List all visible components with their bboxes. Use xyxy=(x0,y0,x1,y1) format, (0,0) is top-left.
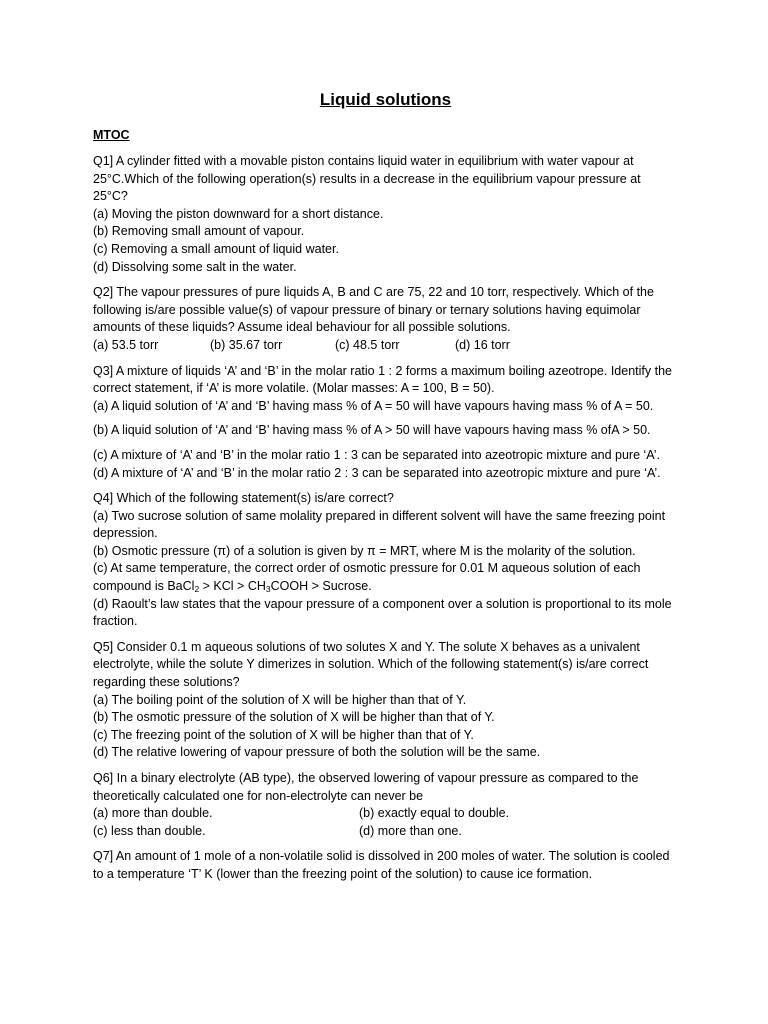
question-4-option-c-end: COOH > Sucrose. xyxy=(270,579,372,594)
subscript: 2 xyxy=(194,584,200,595)
question-5-text: Q5] Consider 0.1 m aqueous solutions of two solutes X and Y. The solute X behaves as a univalent electrolyte, while the solute Y dimerizes in solution. Which of the following statement(s) is/are correct regarding these solutions? xyxy=(93,639,649,690)
question-7-text: Q7] An amount of 1 mole of a non-volatile solid is dissolved in 200 moles of water. The solution is cooled to a temperature ‘T’ K (lower than the freezing point of the solution) to cause ice formation. xyxy=(93,849,670,881)
question-5 xyxy=(93,639,678,762)
question-2-option-a: (a) 53.5 torr xyxy=(93,337,159,352)
page-title: Liquid solutions xyxy=(319,90,452,109)
question-3 xyxy=(93,363,678,483)
question-4-text: Q4] Which of the following statement(s) is/are correct? xyxy=(93,491,394,506)
question-5-option-d: (d) The relative lowering of vapour pressure of both the solution will be the same. xyxy=(93,745,541,760)
question-6-options-row-1 xyxy=(93,805,678,823)
question-2-options xyxy=(93,337,678,355)
document-page xyxy=(93,88,678,892)
question-4-option-a: (a) Two sucrose solution of same molality prepared in different solvent will have the same freezing point depression. xyxy=(93,508,666,541)
question-4-option-d: (d) Raoult’s law states that the vapour pressure of a component over a solution is proportional to its mole fraction. xyxy=(93,596,672,629)
question-5-option-a: (a) The boiling point of the solution of X will be higher than that of Y. xyxy=(93,692,467,707)
question-6-option-c: (c) less than double. xyxy=(93,823,206,838)
subscript: 3 xyxy=(265,584,271,595)
question-3-text: Q3] A mixture of liquids ‘A’ and ‘B’ in the molar ratio 1 : 2 forms a maximum boiling azeotrope. Identify the correct statement, if ‘A’ is more volatile. (Molar masses: A = 100, B = 50). xyxy=(93,363,672,396)
question-1-option-d: (d) Dissolving some salt in the water. xyxy=(93,259,297,274)
question-2-option-c: (c) 48.5 torr xyxy=(335,337,400,352)
question-5-option-b: (b) The osmotic pressure of the solution of X will be higher than that of Y. xyxy=(93,710,495,725)
question-2-text: Q2] The vapour pressures of pure liquids A, B and C are 75, 22 and 10 torr, respectively. Which of the following is/are possible value(s) of vapour pressure of binary or ternary solutions having equimolar amounts of these liquids? Assume ideal behaviour for all possible solutions. xyxy=(93,285,654,335)
question-6-text: Q6] In a binary electrolyte (AB type), the observed lowering of vapour pressure as compared to the theoretically calculated one for non-electrolyte can never be xyxy=(93,771,639,803)
question-3-option-b: (b) A liquid solution of ‘A’ and ‘B’ having mass % of A > 50 will have vapours having mass % ofA > 50. xyxy=(93,423,651,438)
question-3-option-c: (c) A mixture of ‘A’ and ‘B’ in the molar ratio 1 : 3 can be separated into azeotropic mixture and pure ‘A’. xyxy=(93,447,660,462)
question-4-option-c-mid: > KCl > CH xyxy=(199,579,266,594)
question-2 xyxy=(93,284,678,354)
question-6-options-row-2 xyxy=(93,823,678,841)
question-3-option-d: (d) A mixture of ‘A’ and ‘B’ in the molar ratio 2 : 3 can be separated into azeotropic mixture and pure ‘A’. xyxy=(93,465,661,480)
question-5-option-c: (c) The freezing point of the solution of X will be higher than that of Y. xyxy=(93,727,474,742)
question-1-option-c: (c) Removing a small amount of liquid water. xyxy=(93,241,339,256)
question-2-option-d: (d) 16 torr xyxy=(455,337,510,352)
question-4 xyxy=(93,490,678,631)
question-1-option-a: (a) Moving the piston downward for a short distance. xyxy=(93,206,384,221)
question-4-option-b: (b) Osmotic pressure (π) of a solution is given by π = MRT, where M is the molarity of the solution. xyxy=(93,543,636,558)
question-1-option-b: (b) Removing small amount of vapour. xyxy=(93,224,305,239)
question-6 xyxy=(93,770,678,840)
question-6-option-d: (d) more than one. xyxy=(359,823,462,838)
question-1 xyxy=(93,153,678,276)
question-7 xyxy=(93,848,678,883)
section-heading: MTOC xyxy=(93,128,130,142)
question-3-option-a: (a) A liquid solution of ‘A’ and ‘B’ having mass % of A = 50 will have vapours having mass % of A = 50. xyxy=(93,398,654,413)
question-2-option-b: (b) 35.67 torr xyxy=(210,337,283,352)
question-4-option-c xyxy=(93,560,678,595)
question-6-option-a: (a) more than double. xyxy=(93,806,213,821)
question-4-option-c-text: (c) At same temperature, the correct order of osmotic pressure for 0.01 M aqueous solution of each compound is BaCl xyxy=(93,561,641,594)
question-1-text: Q1] A cylinder fitted with a movable piston contains liquid water in equilibrium with water vapour at 25°C.Which of the following operation(s) results in a decrease in the equilibrium vapour pressure at 25°C? xyxy=(93,154,641,204)
question-6-option-b: (b) exactly equal to double. xyxy=(359,806,510,821)
